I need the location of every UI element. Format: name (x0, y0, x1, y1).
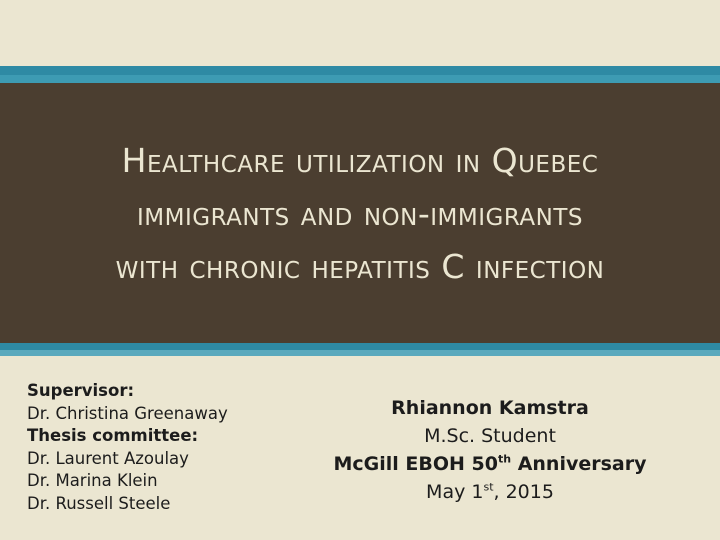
slide-title (20, 134, 700, 293)
presenter-block (300, 394, 680, 506)
title-band (0, 83, 720, 343)
supervisor-label: Supervisor: (27, 381, 135, 400)
title-line-1: Healthcare utilization in Quebec (121, 140, 599, 180)
title-line-3: with chronic hepatitis C infection (115, 246, 605, 286)
committee-member: Dr. Laurent Azoulay (27, 448, 189, 468)
bottom-teal-stripe-light (0, 350, 720, 356)
bottom-teal-stripe (0, 343, 720, 350)
committee-member: Dr. Marina Klein (27, 471, 158, 490)
committee-member: Dr. Russell Steele (27, 493, 171, 513)
presentation-date: May 1st, 2015 (426, 480, 554, 503)
presenter-role: M.Sc. Student (424, 425, 556, 447)
supervisor-name: Dr. Christina Greenaway (27, 403, 228, 423)
event-name: McGill EBOH 50th Anniversary (333, 452, 647, 475)
presenter-name: Rhiannon Kamstra (391, 397, 589, 419)
committee-block (27, 380, 228, 515)
committee-label: Thesis committee: (27, 426, 199, 445)
top-teal-stripe (0, 66, 720, 75)
top-teal-stripe-light (0, 75, 720, 83)
title-line-2: immigrants and non-immigrants (137, 193, 583, 233)
